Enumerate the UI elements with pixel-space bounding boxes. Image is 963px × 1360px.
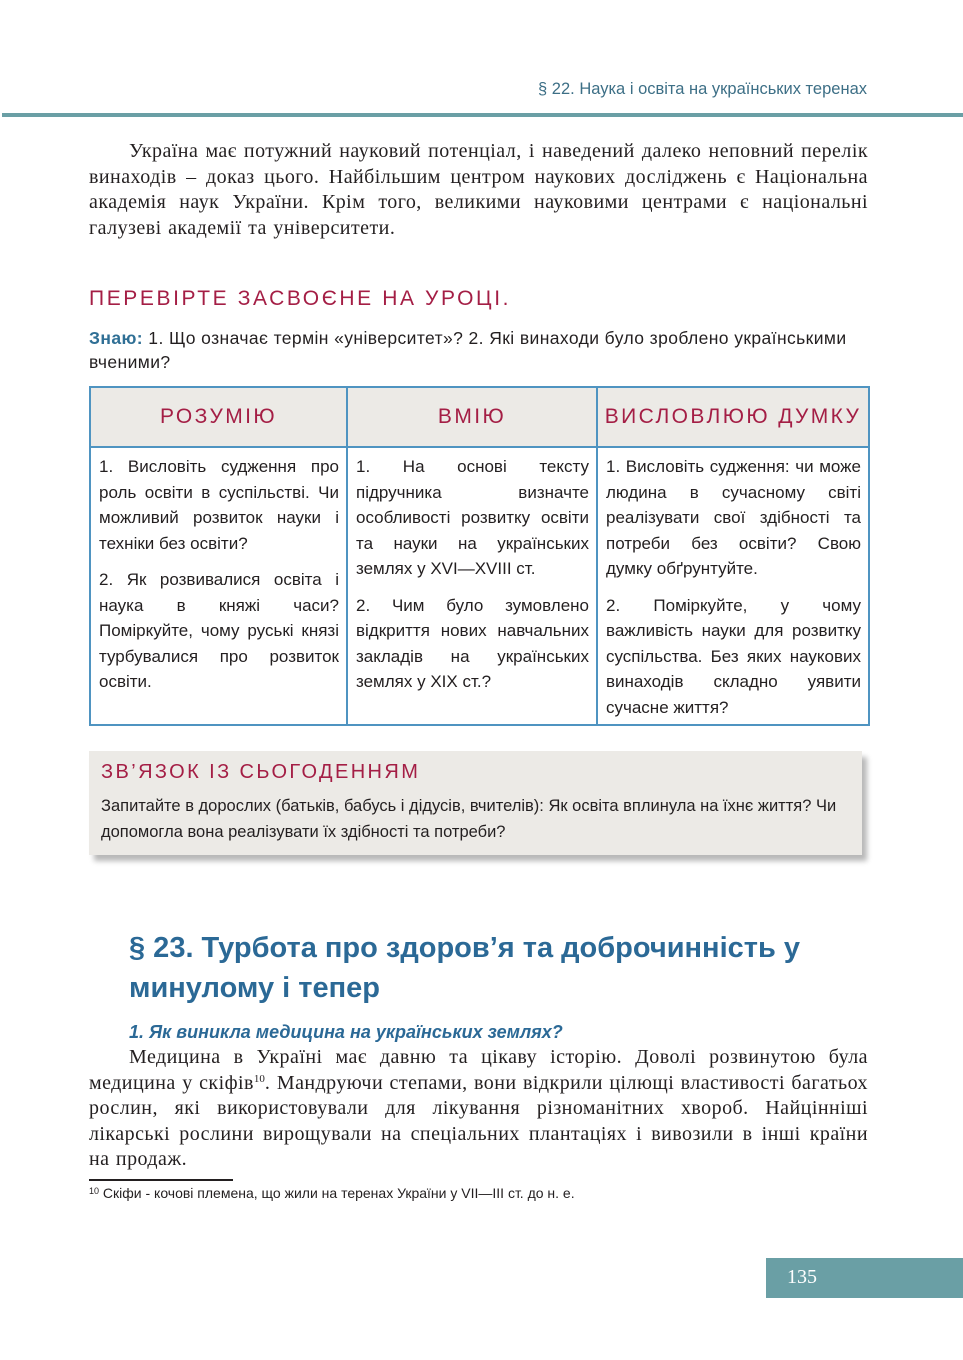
column-header-can: ВМІЮ [347,387,597,447]
know-question [89,326,864,374]
can-tasks [347,447,597,725]
footnote-text: Скіфи - кочові племена, що жили на теренах України у VII—III ст. до н. е. [99,1185,575,1201]
footnote [89,1185,575,1201]
paragraph-text: Медицина в Україні має давню та цікаву історію. Доволі розвинутою була медицина у скіфів [89,1046,868,1094]
opinion-tasks [597,447,869,725]
intro-paragraph: Україна має потужний науковий потенціал, і наведений далеко неповний перелік винаходів – доказ цього. Найбільшим центром наукових досліджень є Національна академія наук України. Крім того, великими науковими центрами є національні галузеві академії та університети. [89,140,868,239]
task-item: 1. На основі тексту підручника визначте особливості розвитку освіти та науки на українських землях у XVI—XVIII ст. [356,457,589,578]
subsection-title: 1. Як виникла медицина на українських землях? [129,1022,563,1042]
medicine-paragraph [89,1045,868,1173]
paragraph-text: . Мандруючи степами, вони відкрили цілющі властивості багатьох рослин, які використовували для лікування різноманітних хвороб. Найцінніші лікарські рослини вирощували на спеціальних плантаціях і вивозили в інші країни на продаж. [89,1071,868,1170]
task-item: 2. Чим було зумовлено відкриття нових навчальних закладів на українських землях у XIX ст.? [356,595,589,691]
section-title: § 23. Турбота про здоров’я та доброчинність у минулому і тепер [129,932,800,1004]
page-number-box [766,1258,963,1298]
connection-today-title: ЗВ’ЯЗОК ІЗ СЬОГОДЕННЯМ [101,761,421,783]
page-number: 135 [787,1266,817,1288]
task-item: 1. Висловіть судження про роль освіти в суспільстві. Чи можливий розвиток науки і техніки без освіти? [99,457,339,553]
task-table [89,386,870,726]
footnote-reference: 10 [253,1072,265,1085]
know-questions-text: 1. Що означає термін «університет»? 2. Які винаходи було зроблено українськими вченими? [89,328,847,372]
task-item: 1. Висловіть судження: чи може людина в сучасному світі реалізувати свої здібності та потреби без освіти? Свою думку обґрунтуйте. [606,457,861,578]
check-section-title: ПЕРЕВІРТЕ ЗАСВОЄНЕ НА УРОЦІ. [89,287,512,310]
understand-tasks [90,447,347,725]
running-head: § 22. Наука і освіта на українських теренах [538,80,867,98]
footnote-marker: 10 [89,1186,100,1196]
column-header-opinion: ВИСЛОВЛЮЮ ДУМКУ [597,387,869,447]
column-header-understand: РОЗУМІЮ [90,387,347,447]
connection-today-text: Запитайте в дорослих (батьків, бабусь і дідусів, вчителів): Як освіта вплинула на їхнє життя? Чи допомогла вона реалізувати їх здібності та потреби? [101,797,837,841]
task-item: 2. Поміркуйте, у чому важливість науки для розвитку суспільства. Без яких наукових винаходів складно уявити сучасне життя? [606,595,861,717]
know-label: Знаю: [89,328,144,348]
header-rule [2,113,963,117]
footnote-divider [89,1179,233,1181]
task-item: 2. Як розвивалися освіта і наука в княжі часи? Поміркуйте, чому руські князі турбувалися про розвиток освіти. [99,570,339,691]
connection-today-box [89,751,862,855]
